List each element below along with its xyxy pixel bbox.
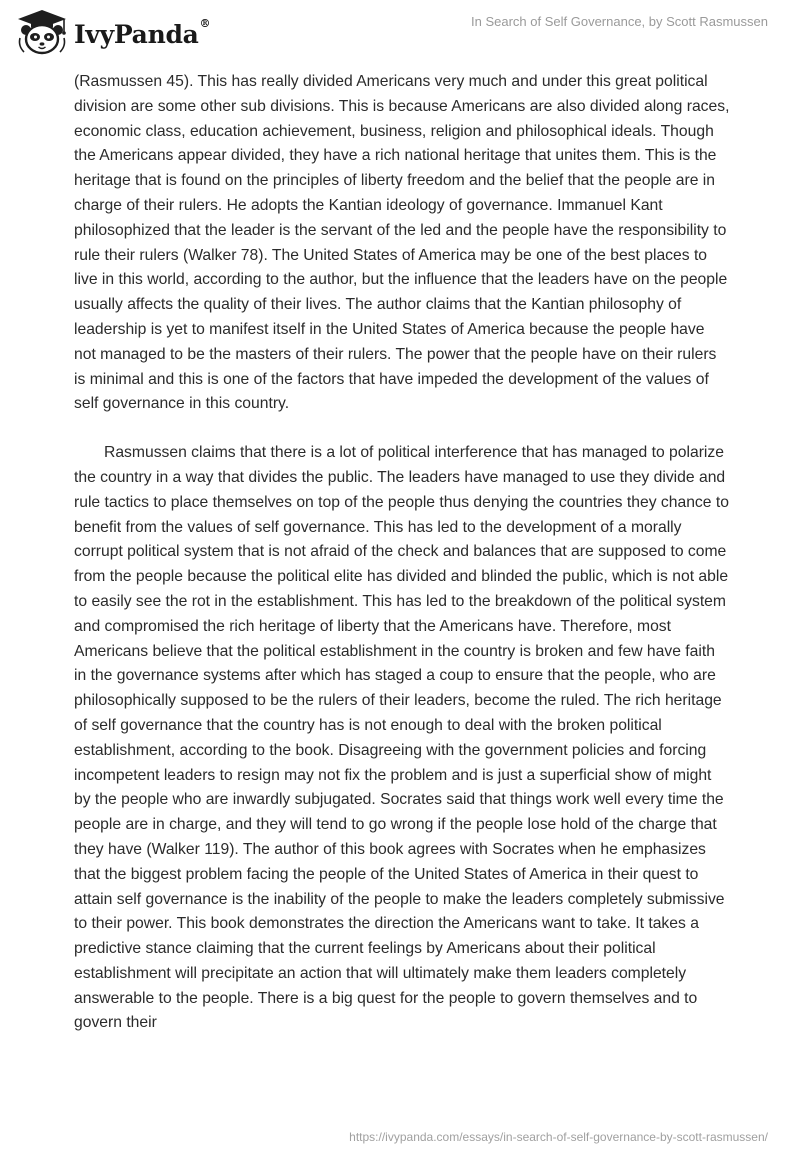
paragraph: Rasmussen claims that there is a lot of political interference that has managed to polarize the country in a way that divides the public. The leaders have managed to use they divide and rule tactics to place themselves on top of the people thus denying the countries they chance to benefit from the values of self governance. This has led to the development of a morally corrupt political system that is not afraid of the check and balances that are supposed to come from the people because the political elite has divided and blinded the public, which is not able to easily see the rot in the establishment. This has led to the breakdown of the political system and compromised the rich heritage of liberty that the Americans have. Therefore, most Americans believe that the political establishment in the country is broken and few have faith in the governance systems after which has staged a coup to ensure that the people, who are philosophically supposed to be the rulers of their leaders, become the ruled. The rich heritage of self governance that the country has is not enough to deal with the broken political establishment, according to the book. Disagreeing with the government policies and forcing incompetent leaders to resign may not fix the problem and is just a superficial show of might by the people who are inwardly subjugated. Socrates said that things work well every time the people are in charge, and they will tend to go wrong if the people lose hold of the charge that they have (Walker 119). The author of this book agrees with Socrates when he emphasizes that the biggest problem facing the people of the United States of America in their quest to attain self governance is the inability of the people to make the leaders completely submissive to their power. This book demonstrates the direction the Americans want to take. It takes a predictive stance claiming that the current feelings by Americans about their political establishment will precipitate an action that will ultimately make them leaders completely answerable to the people. There is a big quest for the people to govern themselves and to govern their bbox=[74, 444, 729, 1032]
panda-graduate-icon bbox=[14, 8, 70, 56]
essay-body bbox=[74, 70, 730, 1060]
logo-wordmark bbox=[74, 16, 211, 49]
document-title: In Search of Self Governance, by Scott Rasmussen bbox=[471, 14, 768, 29]
registered-mark: ® bbox=[199, 16, 211, 30]
paragraph: (Rasmussen 45). This has really divided Americans very much and under this great political division are some other sub divisions. This is because Americans are also divided along races, economic class, education achievement, business, religion and philosophical ideals. Though the Americans appear divided, they have a rich national heritage that unites them. This is the heritage that is found on the principles of liberty freedom and the belief that the people are in charge of their rulers. He adopts the Kantian ideology of governance. Immanuel Kant philosophized that the leader is the servant of the led and the people have the responsibility to rule their rulers (Walker 78). The United States of America may be one of the best places to live in this world, according to the author, but the influence that the leaders have on the people usually affects the quality of their lives. The author claims that the Kantian philosophy of leadership is yet to manifest itself in the United States of America because the people have not managed to be the masters of their rulers. The power that the people have on their rulers is minimal and this is one of the factors that have impeded the development of the values of self governance in this country. bbox=[74, 73, 730, 413]
ivypanda-logo[interactable] bbox=[14, 8, 210, 56]
source-url[interactable]: https://ivypanda.com/essays/in-search-of-self-governance-by-scott-rasmussen/ bbox=[349, 1130, 768, 1144]
page-header bbox=[0, 0, 800, 64]
logo-text: IvyPanda bbox=[74, 19, 199, 49]
